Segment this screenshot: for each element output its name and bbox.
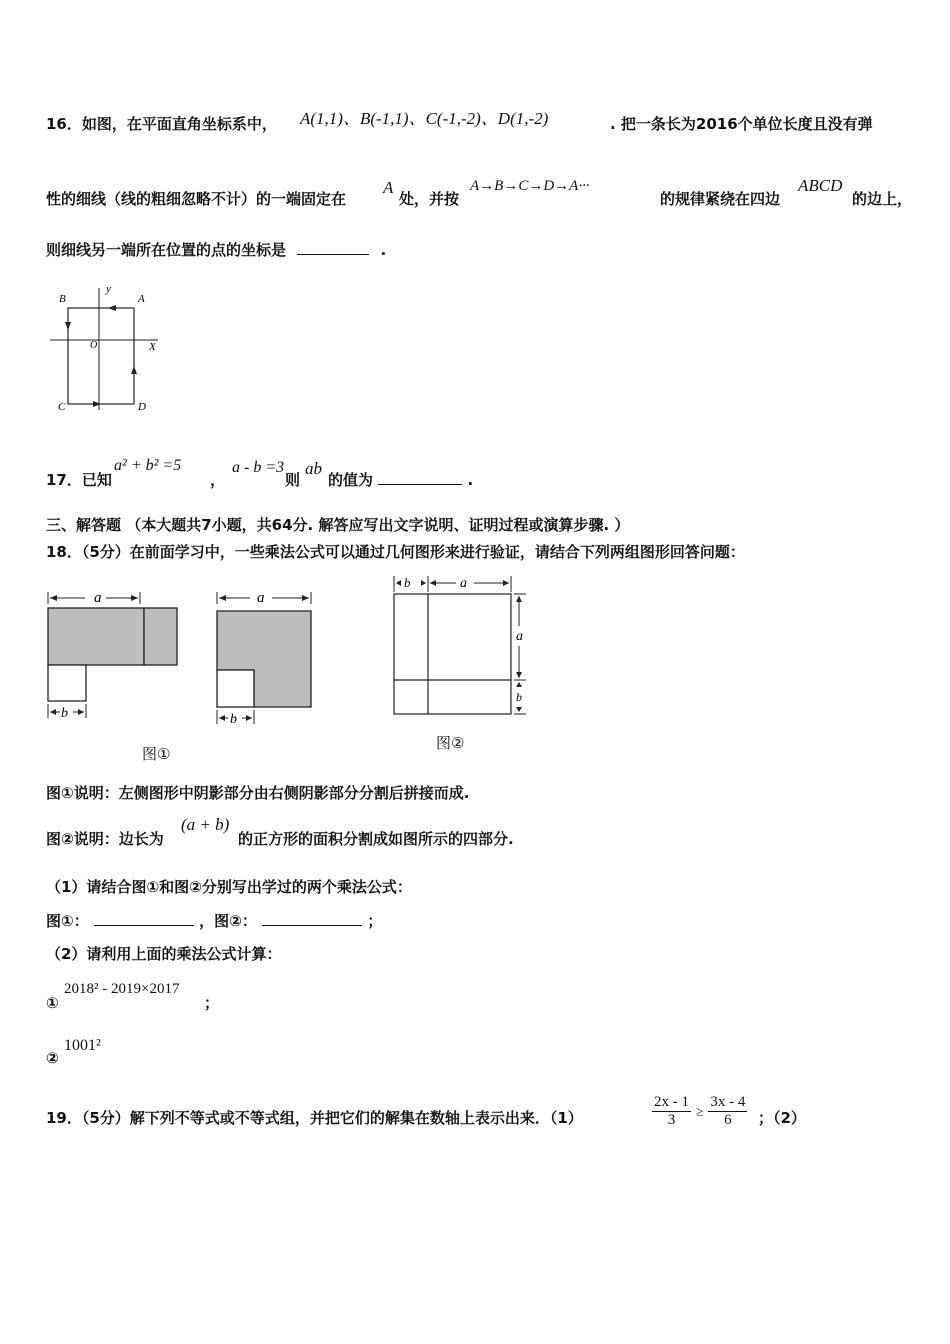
- q16-line3: [46, 240, 386, 260]
- q16-path: A→B→C→D→A···: [470, 178, 590, 194]
- q18-desc2a: 图②说明：边长为: [46, 830, 164, 848]
- fig2-label-a-top: a: [460, 576, 467, 591]
- q18-desc1: 图①说明：左侧图形中阴影部分由右侧阴影部分分割后拼接而成.: [46, 784, 470, 802]
- fig2-a-head-right: [503, 580, 509, 586]
- fig1-b-head-right: [78, 709, 84, 715]
- fig2-label-a-right: a: [516, 629, 523, 644]
- q18-figure1: [40, 580, 340, 770]
- q17-ab: ab: [305, 459, 322, 478]
- fig1r-label-a: a: [257, 590, 265, 606]
- fig2-a-head-up: [516, 596, 522, 602]
- fig1-left-shaded: [48, 608, 144, 665]
- q19-frac1: [652, 1094, 691, 1129]
- q18-desc2b: 的正方形的面积分割成如图所示的四部分.: [238, 830, 514, 848]
- fig1-left-shaded-right: [144, 608, 177, 665]
- fig-label-c: C: [58, 401, 66, 413]
- fig2-caption: 图②: [436, 734, 465, 752]
- q19-math: [652, 1094, 747, 1129]
- fig1-label-b: b: [61, 706, 68, 721]
- fig1r-label-b: b: [230, 712, 237, 727]
- fig-label-a: A: [138, 293, 145, 305]
- q17-comma: ，: [210, 471, 226, 489]
- q16-line1: [46, 114, 277, 134]
- fig-label-o: O: [90, 340, 98, 351]
- q18-calc1-mark: ①: [46, 994, 59, 1012]
- q17-end: .: [467, 471, 474, 489]
- q18-calc1-expr: 2018² - 2019×2017: [64, 981, 180, 997]
- q19-frac2: [708, 1094, 747, 1129]
- q19-relation: ≥: [696, 1103, 704, 1119]
- fig1-right-square-b: [217, 670, 254, 707]
- q16-line2c: 的规律紧绕在四边: [660, 190, 781, 208]
- fig2-label-b-top: b: [404, 575, 411, 590]
- fig-label-x: X: [149, 341, 156, 353]
- q16-line2b: 处，并按: [399, 190, 460, 208]
- fig2-a-head-left: [430, 580, 436, 586]
- arrow-a-to-b: [108, 305, 116, 311]
- q17-suffix-line: [328, 470, 473, 490]
- fig1r-a-head-right: [302, 595, 309, 601]
- fig-label-y: y: [106, 283, 111, 295]
- arrow-d-to-a: [131, 366, 137, 374]
- q16-points: A(1,1)、B(-1,1)、C(-1,-2)、D(1,-2): [300, 109, 549, 128]
- q18-calc2-expr: 1001²: [64, 1037, 101, 1054]
- q16-line2d: 的边上，: [852, 190, 913, 208]
- q19-frac2-num: 3x - 4: [710, 1094, 746, 1110]
- q17-mid: 则: [285, 471, 301, 489]
- fig2-b-head-right: [421, 580, 426, 586]
- q17-eq1: a² + b² =5: [114, 457, 182, 474]
- q18-part2: （2）请利用上面的乘法公式计算：: [46, 945, 282, 963]
- q16-line2a: 性的细线（线的粗细忽略不计）的一端固定在: [46, 190, 347, 208]
- q19-frac2-den: 6: [724, 1112, 732, 1128]
- section3-heading: 三、解答题 （本大题共7小题，共64分. 解答应写出文字说明、证明过程或演算步骤. ）: [46, 516, 630, 534]
- q18-desc2-expr: (a + b): [181, 815, 230, 834]
- q18-fill-blank-1[interactable]: [94, 925, 194, 926]
- q18-part1-fill: [46, 911, 382, 931]
- fig2-a-head-down: [516, 672, 522, 678]
- q16-line3-end: .: [380, 241, 387, 259]
- q16-suffix: . 把一条长为2016个单位长度且没有弹: [610, 115, 873, 133]
- q18-fill-blank-2[interactable]: [262, 925, 362, 926]
- fig1-left-square-b: [48, 665, 86, 701]
- q17-suffix: 的值为: [328, 471, 374, 489]
- arrow-c-to-d: [93, 401, 101, 407]
- arrow-b-to-c: [65, 322, 71, 330]
- fig1r-a-head-left: [219, 595, 226, 601]
- rectangle-abcd: [68, 308, 134, 404]
- q19-frac1-num: 2x - 1: [654, 1094, 689, 1110]
- fig1r-b-head-right: [246, 715, 252, 721]
- fig-label-d: D: [138, 401, 146, 413]
- q18-fill-label-1: 图①：: [46, 912, 89, 930]
- q19-frac1-den: 3: [667, 1112, 676, 1128]
- q17-prefix: 17．已知: [46, 471, 112, 489]
- q18-calc1-end: ；: [204, 994, 220, 1012]
- fig1-a-head-right: [131, 595, 138, 601]
- fig2-b-head-up: [516, 682, 522, 687]
- q16-figure: [46, 280, 176, 420]
- fig2-b-head-down: [516, 707, 522, 712]
- q19-tail: ；（2）: [758, 1109, 806, 1127]
- fig1-caption: 图①: [142, 745, 171, 763]
- q16-prefix: 16．如图，在平面直角坐标系中，: [46, 115, 277, 133]
- q18-part1: （1）请结合图①和图②分别写出学过的两个乘法公式：: [46, 878, 412, 896]
- fig-label-b: B: [59, 293, 66, 305]
- q16-answer-blank[interactable]: [297, 254, 369, 255]
- q18-fill-label-2: ，图②：: [199, 912, 257, 930]
- fig1-b-head-left: [50, 709, 56, 715]
- fig2-big-square: [394, 594, 511, 714]
- q17-eq2: a - b =3: [232, 459, 285, 476]
- fig2-label-b-right: b: [516, 690, 522, 704]
- q19-text: 19．（5分）解下列不等式或不等式组，并把它们的解集在数轴上表示出来．（1）: [46, 1109, 583, 1127]
- q18-calc2-mark: ②: [46, 1049, 59, 1067]
- q16-quad: ABCD: [798, 176, 843, 195]
- fig2-b-head-left: [396, 580, 401, 586]
- fig1-a-head-left: [50, 595, 57, 601]
- q16-point-a: A: [383, 178, 394, 197]
- q17-answer-blank[interactable]: [378, 484, 462, 485]
- q18-intro: 18．（5分）在前面学习中，一些乘法公式可以通过几何图形来进行验证，请结合下列两组图形回答问题：: [46, 543, 745, 561]
- q18-figure2: [388, 572, 538, 722]
- q16-line3-text: 则细线另一端所在位置的点的坐标是: [46, 241, 287, 259]
- fig1r-b-head-left: [219, 715, 225, 721]
- q18-fill-end: ；: [367, 912, 383, 930]
- fig1-label-a: a: [94, 590, 102, 606]
